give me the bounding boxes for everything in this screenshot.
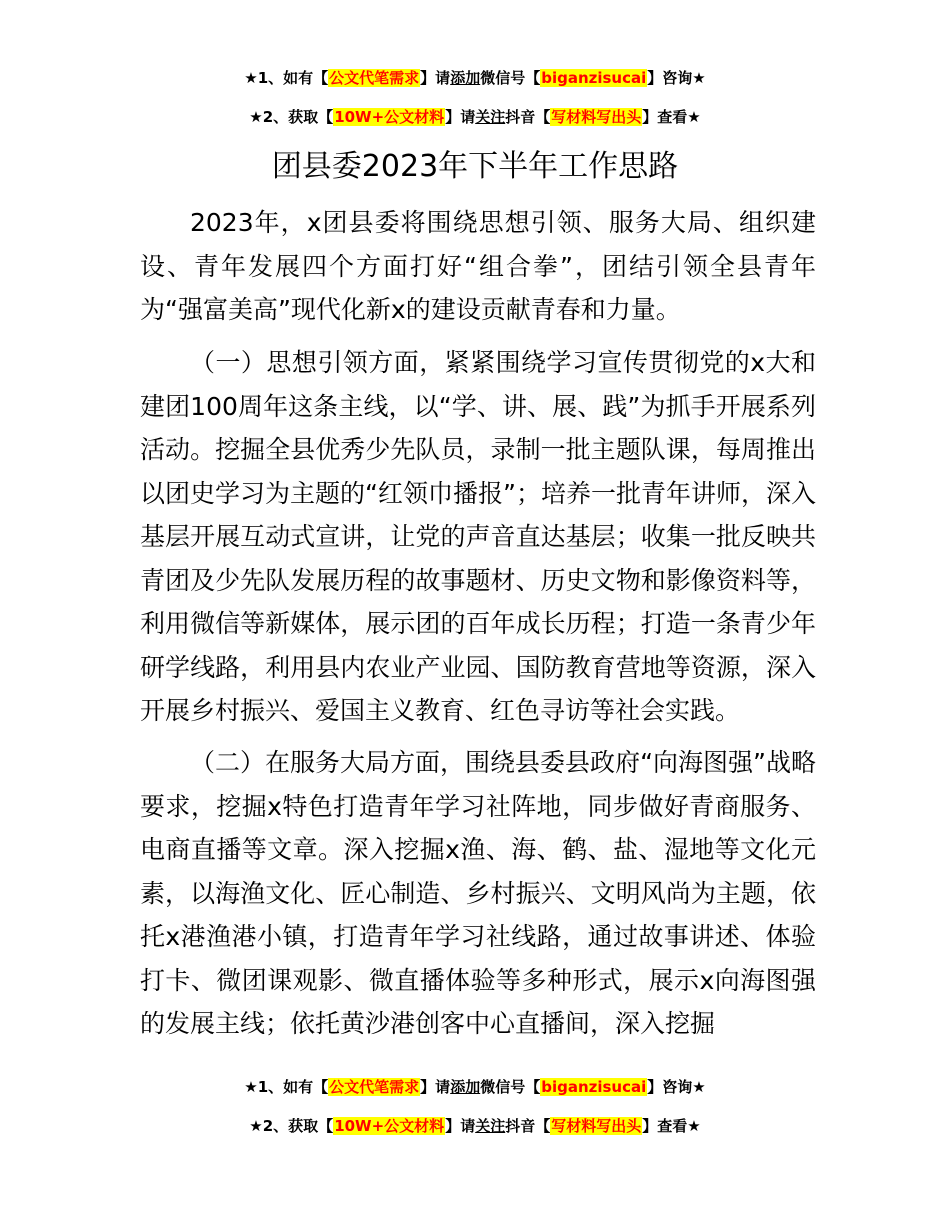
notice-underlined-text: 关注 [475, 1117, 506, 1135]
notice-prefix: ★1、如有【 [244, 69, 329, 87]
notice-underlined-text: 添加 [450, 69, 481, 87]
notice-text: 微信号【 [480, 1078, 541, 1096]
notice-suffix: 】查看★ [642, 108, 701, 126]
header-notice-line-2 [0, 106, 950, 128]
notice-suffix: 】咨询★ [647, 69, 706, 87]
notice-text: 抖音【 [505, 108, 551, 126]
notice-highlight-douyin-account: 写材料写出头 [551, 1117, 642, 1135]
notice-highlight-materials: 10W+公文材料 [334, 1117, 445, 1135]
notice-text: 】请 [445, 1117, 476, 1135]
notice-highlight-service: 公文代笔需求 [329, 1078, 420, 1096]
footer-notice-line-2 [0, 1115, 950, 1137]
notice-highlight-wechat-id: biganzisucai [541, 69, 647, 87]
document-title: 团县委2023年下半年工作思路 [271, 149, 679, 184]
notice-prefix: ★2、获取【 [249, 108, 334, 126]
notice-text: 微信号【 [480, 69, 541, 87]
notice-text: 】请 [445, 108, 476, 126]
notice-suffix: 】查看★ [642, 1117, 701, 1135]
notice-underlined-text: 添加 [450, 1078, 481, 1096]
footer-notice-line-1 [0, 1076, 950, 1098]
notice-highlight-wechat-id: biganzisucai [541, 1078, 647, 1096]
paragraph-ideological-guidance: （一）思想引领方面，紧紧围绕学习宣传贯彻党的x大和建团100周年这条主线，以“学、讲、展、践”为抓手开展系列活动。挖掘全县优秀少先队员，录制一批主题队课，每周推出以团史学习为主题的“红领巾播报”；培养一批青年讲师，深入基层开展互动式宣讲，让党的声音直达基层；收集一批反映共青团及少先队发展历程的故事题材、历史文物和影像资料等，利用微信等新媒体，展示团的百年成长历程；打造一条青少年研学线路，利用县内农业产业园、国防教育营地等资源，深入开展乡村振兴、爱国主义教育、红色寻访等社会实践。 [140, 348, 816, 725]
notice-underlined-text: 关注 [475, 108, 506, 126]
notice-highlight-douyin-account: 写材料写出头 [551, 108, 642, 126]
notice-prefix: ★2、获取【 [249, 1117, 334, 1135]
header-notice-line-1 [0, 67, 950, 89]
notice-text: 抖音【 [505, 1117, 551, 1135]
notice-highlight-materials: 10W+公文材料 [334, 108, 445, 126]
notice-text: 】请 [420, 69, 451, 87]
notice-highlight-service: 公文代笔需求 [329, 69, 420, 87]
paragraph-intro: 2023年，x团县委将围绕思想引领、服务大局、组织建设、青年发展四个方面打好“组合拳”，团结引领全县青年为“强富美高”现代化新x的建设贡献青春和力量。 [140, 208, 816, 324]
notice-text: 】请 [420, 1078, 451, 1096]
notice-suffix: 】咨询★ [647, 1078, 706, 1096]
paragraph-serving-overall-situation: （二）在服务大局方面，围绕县委县政府“向海图强”战略要求，挖掘x特色打造青年学习社阵地，同步做好青商服务、电商直播等文章。深入挖掘x渔、海、鹤、盐、湿地等文化元素，以海渔文化、匠心制造、乡村振兴、文明风尚为主题，依托x港渔港小镇，打造青年学习社线路，通过故事讲述、体验打卡、微团课观影、微直播体验等多种形式，展示x向海图强的发展主线；依托黄沙港创客中心直播间，深入挖掘 [140, 748, 816, 1038]
notice-prefix: ★1、如有【 [244, 1078, 329, 1096]
